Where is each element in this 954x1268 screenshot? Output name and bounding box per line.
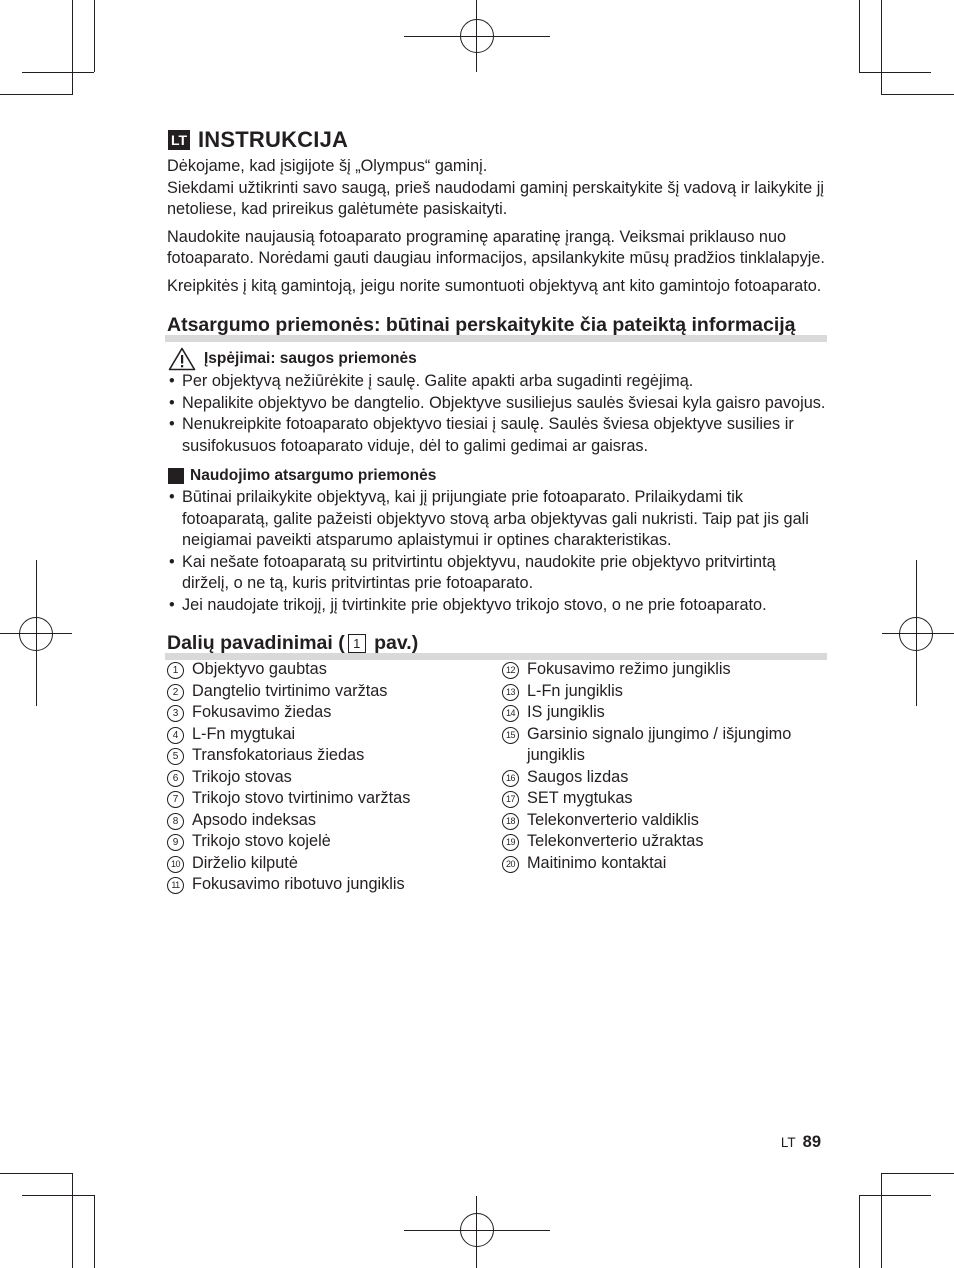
usage-title: Naudojimo atsargumo priemonės [190, 467, 437, 484]
part-number: 17 [502, 791, 519, 808]
part-number: 19 [502, 834, 519, 851]
part-number: 14 [502, 705, 519, 722]
list-item: • Per objektyvą nežiūrėkite į saulę. Galite apakti arba sugadinti regėjimą. [167, 371, 827, 393]
part-number: 1 [167, 662, 184, 679]
intro-safety: Siekdami užtikrinti savo saugą, prieš naudodami gaminį perskaitykite šį vadovą ir laikykite jį netoliese, kad prireikus galėtumėte pasiskaityti. [167, 178, 824, 218]
part-item [167, 788, 502, 810]
part-label: SET mygtukas [527, 789, 633, 807]
intro-other-manufacturer: Kreipkitės į kitą gamintoją, jeigu norite sumontuoti objektyvą ant kito gamintojo fotoaparato. [167, 276, 822, 295]
part-label: Garsinio signalo įjungimo / išjungimo jungiklis [527, 724, 792, 764]
list-item: • Būtinai prilaikykite objektyvą, kai jį prijungiate prie fotoaparato. Prilaikydami tik fotoaparatą, galite pažeisti objektyvo stovą arba objektyvas gali nukristi. Taip pat jis gali neigiamai paveikti atsparumo aplaistymui ir optines charakteristikas. [167, 487, 827, 552]
part-number: 3 [167, 705, 184, 722]
parts-column-left [167, 659, 502, 896]
warnings-title: Įspėjimai: saugos priemonės [204, 350, 417, 367]
parts-heading-suffix: pav.) [368, 632, 419, 654]
precautions-heading [167, 312, 827, 338]
list-item: • Jei naudojate trikojį, jį tvirtinkite prie objektyvo trikojo stovo, o ne prie fotoaparato. [167, 595, 827, 617]
page-content [167, 126, 827, 896]
part-label: Fokusavimo režimo jungiklis [527, 660, 731, 678]
part-item [167, 853, 502, 875]
list-item: • Kai nešate fotoaparatą su pritvirtintu objektyvu, naudokite prie objektyvo pritvirtintą dirželį, o ne tą, kuris pritvirtintas prie fotoaparato. [167, 552, 827, 595]
part-item [502, 702, 827, 724]
part-number: 20 [502, 856, 519, 873]
part-label: Saugos lizdas [527, 767, 629, 786]
list-item: • Nenukreipkite fotoaparato objektyvo tiesiai į saulę. Saulės šviesa objektyve susilies ir susifokusuos fotoaparato viduje, dėl to galimi gedimai ar gaisras. [167, 414, 827, 457]
part-number: 2 [167, 684, 184, 701]
part-item [167, 831, 502, 853]
part-label: Telekonverterio valdiklis [527, 810, 699, 829]
part-item [167, 874, 502, 896]
page-number: 89 [802, 1133, 821, 1151]
part-number: 5 [167, 748, 184, 765]
parts-column-right [502, 659, 827, 896]
part-number: 15 [502, 727, 519, 744]
language-badge: LT [168, 130, 190, 150]
part-item [167, 681, 502, 703]
parts-list [167, 659, 827, 896]
part-label: Trikojo stovas [192, 767, 292, 786]
part-item [167, 659, 502, 681]
warning-triangle-icon [168, 347, 196, 371]
part-item [502, 831, 827, 853]
part-number: 9 [167, 834, 184, 851]
usage-heading [167, 465, 827, 487]
part-label: IS jungiklis [527, 703, 605, 721]
footer-language: LT [780, 1135, 796, 1150]
intro-thanks: Dėkojame, kad įsigijote šį „Olympus“ gaminį. [167, 157, 488, 175]
document-title [167, 126, 827, 154]
part-item [502, 767, 827, 789]
part-number: 10 [167, 856, 184, 873]
list-item: • Nepalikite objektyvo be dangtelio. Objektyve susiliejus saulės šviesai kyla gaisro pavojus. [167, 393, 827, 415]
black-square-icon [168, 468, 184, 484]
part-item [167, 745, 502, 767]
part-number: 13 [502, 684, 519, 701]
part-label: Telekonverterio užraktas [527, 832, 704, 850]
part-label: Maitinimo kontaktai [527, 853, 667, 872]
part-label: Objektyvo gaubtas [192, 660, 327, 678]
parts-heading-prefix: Dalių pavadinimai ( [167, 632, 345, 654]
part-item [502, 810, 827, 832]
part-item [502, 724, 827, 767]
page-footer [781, 1133, 821, 1152]
part-number: 8 [167, 813, 184, 830]
part-label: Fokusavimo žiedas [192, 703, 332, 721]
part-label: Apsodo indeksas [192, 810, 317, 829]
part-label: L-Fn mygtukai [192, 724, 296, 743]
part-number: 11 [167, 877, 184, 894]
part-label: Transfokatoriaus žiedas [192, 746, 365, 764]
part-item [502, 659, 827, 681]
part-item [167, 767, 502, 789]
part-number: 18 [502, 813, 519, 830]
part-item [167, 702, 502, 724]
intro-firmware: Naudokite naujausią fotoaparato programinę aparatinę įrangą. Veiksmai priklauso nuo fotoaparato. Norėdami gauti daugiau informacijos, apsilankykite mūsų pradžios tinklalapyje. [167, 227, 825, 267]
part-number: 16 [502, 770, 519, 787]
part-number: 6 [167, 770, 184, 787]
part-label: Fokusavimo ribotuvo jungiklis [192, 875, 405, 893]
part-label: Dangtelio tvirtinimo varžtas [192, 681, 388, 700]
warnings-list [167, 371, 827, 457]
part-item [502, 853, 827, 875]
part-label: L-Fn jungiklis [527, 681, 623, 700]
part-label: Trikojo stovo kojelė [192, 832, 331, 850]
part-number: 4 [167, 727, 184, 744]
part-item [167, 810, 502, 832]
warnings-heading [167, 347, 827, 371]
figure-number-box: 1 [348, 634, 366, 653]
part-label: Trikojo stovo tvirtinimo varžtas [192, 789, 411, 807]
part-label: Dirželio kilputė [192, 853, 298, 872]
part-number: 12 [502, 662, 519, 679]
part-item [502, 681, 827, 703]
part-item [502, 788, 827, 810]
parts-heading [167, 630, 827, 656]
section-divider [165, 335, 827, 342]
part-item [167, 724, 502, 746]
usage-list [167, 487, 827, 616]
part-number: 7 [167, 791, 184, 808]
page-title: INSTRUKCIJA [198, 127, 349, 152]
precautions-heading-text: Atsargumo priemonės: būtinai perskaitykite čia pateiktą informaciją [167, 314, 796, 336]
